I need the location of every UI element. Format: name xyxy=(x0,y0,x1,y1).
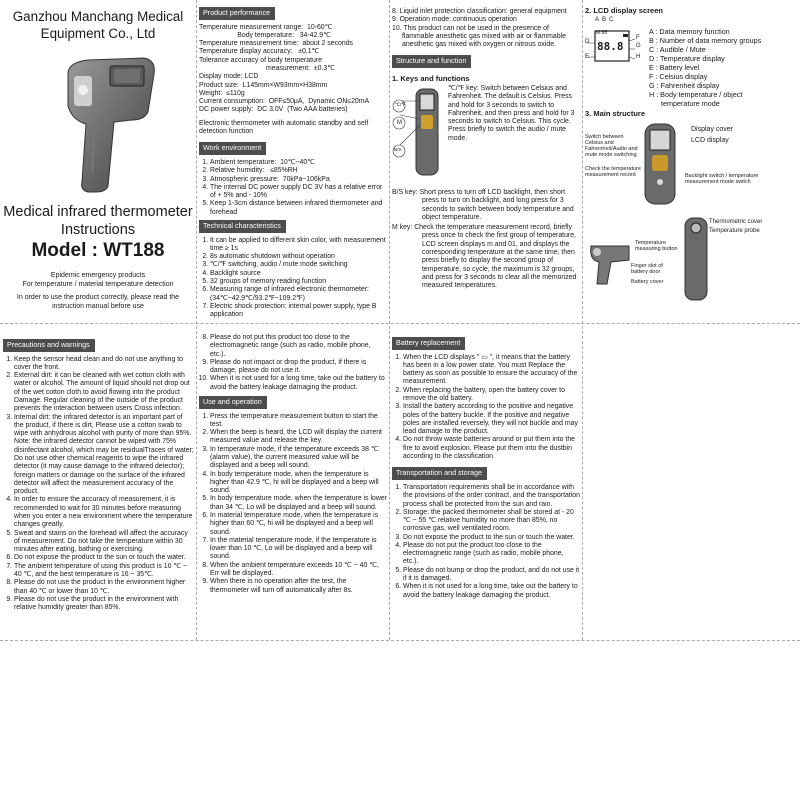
lcd-title: 2. LCD display screen xyxy=(585,6,663,15)
performance-line: Display mode: LCD xyxy=(199,73,259,81)
legend-item: G : Fahrenheit display xyxy=(649,81,720,90)
section-header: Battery replacement xyxy=(392,337,465,350)
list-item: 2. When replacing the battery, open the battery cover to remove the old battery. xyxy=(403,387,580,404)
legend-item: D : Temperature display xyxy=(649,54,725,63)
list-item: 1. Transportation requirements shall be in accordance with the provisions of the order contract, and the transportation process shall be protected from the sun and rain. xyxy=(403,484,580,509)
list-item: 4. In order to ensure the accuracy of measurement, it is recommended to wait for 30 minutes before measuring when you enter a new environment where the temperature changes greatly. xyxy=(14,496,194,529)
list-item: 5. Sweat and stains on the forehead will affect the accuracy of measurement. Do not take the temperature within 30 minutes after eating, bathing or exercising. xyxy=(14,530,194,555)
label-backlight-switch: Backlight switch / temperature measurement mode switch xyxy=(685,173,759,186)
bs-button-label: B/S xyxy=(394,148,402,154)
keys-title: 1. Keys and functions xyxy=(392,74,470,84)
performance-line: Tolerance accuracy of body temperature xyxy=(199,56,322,64)
list-item: 7. The ambient temperature of using this product is 10 ℃ ~ 40 ℃, and the best temperature is 16 ~ 35℃. xyxy=(14,563,194,580)
list-item: 1. It can be applied to different skin color, with measurement time ≥ 1s xyxy=(210,237,387,254)
performance-line: Temperature measurement range: 10-60℃ xyxy=(199,23,333,31)
list-item: 4. Backlight source xyxy=(210,270,387,278)
list-item: 6. In material temperature mode, when the temperature is higher than 60 ℃, hi will be displayed and a beep will sound. xyxy=(210,512,387,537)
label-cf-switch: Switch between Celsius and Fahrenheit/Audio and mute mode switching xyxy=(585,134,638,159)
performance-line: measurement: ±0.3℃ xyxy=(199,65,335,73)
battery-list xyxy=(392,354,580,462)
legend-item: C : Audible / Mute xyxy=(649,45,706,54)
col3-top-list xyxy=(392,8,580,49)
use-list xyxy=(199,413,387,595)
lcd-letter-g: G xyxy=(636,43,641,49)
label-finger-slot: Finger slot of battery door xyxy=(631,263,663,276)
cover-note: In order to use the product correctly, please read the instruction manual before use xyxy=(16,294,180,311)
performance-line: Weight: ≤110g xyxy=(199,89,245,97)
device-side-illustration xyxy=(585,240,633,288)
subtitle-line: Epidemic emergency products xyxy=(50,272,146,279)
performance-lines xyxy=(199,24,387,115)
lcd-letter-h: H xyxy=(636,54,641,60)
list-item: 1. When the LCD displays " ▭ ", it means that the battery has been in a low power state. You must Replace the battery as soon as possible to ensure the accuracy of the measurement. xyxy=(403,354,580,387)
list-item: 4. In body temperature mode, when the temperature is higher than 42.9 ℃, hi will be displayed and a beep will sound. xyxy=(210,471,387,496)
list-item: 7. Electric shock protection: internal power supply, type B application xyxy=(210,303,387,320)
section-header: Transportation and storage xyxy=(392,467,487,480)
performance-line: Temperature measurement time: about 2 seconds xyxy=(199,40,353,48)
divider xyxy=(0,323,800,324)
section-header: Work environment xyxy=(199,142,266,155)
list-item: 5. In body temperature mode, when the temperature is lower than 34 ℃, Lo will be displayed and a beep will sound. xyxy=(210,495,387,512)
thermometer-illustration xyxy=(48,54,158,194)
company-name: Ganzhou Manchang Medical Equipment Co., Ltd xyxy=(12,9,184,41)
subtitle-line: For temperature / material temperature detection xyxy=(22,281,174,289)
list-item: 9. Please do not impact or drop the product, if there is damage, please do not use it. xyxy=(210,359,387,376)
performance-panel xyxy=(199,4,387,322)
performance-line: Temperature display accuracy: ±0.1℃ xyxy=(199,48,320,56)
lcd-digits: 88.8 xyxy=(597,40,624,53)
list-item: 3. Do not expose the product to the sun or touch the water. xyxy=(403,534,580,542)
list-item: 9. When there is no operation after the test, the thermometer will turn off automatically after 8s. xyxy=(210,578,387,595)
section-header: Precautions and warnings xyxy=(3,339,95,352)
list-item: 8. Liquid inlet protection classification: general equipment xyxy=(392,8,567,15)
legend-item: E : Battery level xyxy=(649,63,700,72)
list-item: 8. When the ambient temperature exceeds 10 ℃ ~ 40 ℃, Err will be displayed. xyxy=(210,562,387,579)
divider xyxy=(0,640,800,641)
lcd-letter-f: F xyxy=(636,35,640,41)
list-item: 2. Relative humidity: ≤85%RH xyxy=(210,167,387,175)
label-thermometric-cover: Thermometric cover xyxy=(709,219,763,225)
device-front-illustration xyxy=(635,122,685,206)
list-item: 8. Please do not put this product too close to the electromagnetic range (such as radio, mobile phone, etc.). xyxy=(210,334,387,359)
list-item: 5. 32 groups of memory reading function xyxy=(210,278,387,286)
list-item: 2. Storage: the packed thermometer shall be stored at - 20 ℃ ~ 55 ℃ relative humidity no more than 85%, no corrosive gas, well ventilated room. xyxy=(403,509,580,534)
cover-subtitle xyxy=(4,271,192,289)
cover-title xyxy=(0,203,196,239)
performance-line: Body temperature: 34-42.9℃ xyxy=(199,31,331,39)
list-item: 10. When it is not used for a long time, take out the battery to avoid the battery leakage damaging the product. xyxy=(210,375,387,392)
label-measuring-button: Temperature measuring button xyxy=(635,240,678,253)
bs-key-desc: B/S key: Short press to turn off LCD backlight, then short press to turn on backlight, and long press for 3 seconds to switch between body temperature and object temperature. xyxy=(392,189,574,221)
device-top-illustration xyxy=(392,85,444,179)
precautions-panel xyxy=(3,336,194,638)
list-item: 3. In temperature mode, if the temperature exceeds 38 ℃ (alarm value), the current measured value will be displayed and a beep will sound. xyxy=(210,446,387,471)
cover-title-line2: Instructions xyxy=(60,222,136,239)
performance-line: DC power supply: DC 3.0V (Two AAA batteries) xyxy=(199,106,348,114)
cf-button-label: ℃/℉ xyxy=(395,102,406,108)
divider xyxy=(196,0,197,640)
label-temperature-probe: Temperature probe xyxy=(709,228,760,234)
technical-list xyxy=(199,237,387,320)
environment-list xyxy=(199,159,387,217)
lcd-letter-e: E xyxy=(585,54,590,60)
label-check-record: Check the temperature measurement record xyxy=(585,166,641,179)
transport-list xyxy=(392,484,580,600)
list-item: 1. Ambient temperature: 10℃~40℃ xyxy=(210,159,387,167)
list-item: 6. Do not expose the product to the sun or touch the water. xyxy=(14,554,194,562)
precautions-list xyxy=(3,356,194,613)
list-item: 4. Do not throw waste batteries around or put them into the fire to avoid explosion. Please put them into the dustbin according to the classification. xyxy=(403,436,580,461)
performance-line: Current consumption: OFF≤50μA, Dynamic ON≤20mA xyxy=(199,98,370,106)
lcd-letter-c: C xyxy=(609,17,614,23)
list-item: 4. The internal DC power supply DC 3V has a relative error of + 5% and - 10% xyxy=(210,184,387,201)
section-header: Product performance xyxy=(199,7,275,20)
list-item: 3. Install the battery according to the positive and negative poles of the battery buckle. If the positive and negative poles are installed reversely, they will not buckle and may lead damage to the product. xyxy=(403,403,580,436)
legend-item: H : Body temperature / object xyxy=(649,90,743,99)
cf-key-desc: ℃/℉ key: Switch between Celsius and Fahrenheit. The default is Celsius. Press and hold for 3 seconds to switch to Fahrenheit, and then press and hold for 3 seconds to switch to Celsius. This cycle. Press briefly to switch the audio / mute mode. xyxy=(448,85,575,142)
performance-extra: Electronic thermometer with automatic standby and self detection function xyxy=(199,119,369,136)
use-panel xyxy=(199,334,387,638)
section-header: Use and operation xyxy=(199,396,267,409)
cover-panel xyxy=(0,0,196,323)
list-item: 3. Internal dirt: the infrared detector is an important part of the product, if there is dirt, Please use a cotton swab to wipe with anhydrous alcohol with purity of more than 95%. Note: the infrared detector cannot be wiped with 75% disinfectant alcohol, which may be residualTraces of water; Do not use other chemical reagents to wipe the infrared detector (it may cause damage to the infrared detector); foreign matters or damage on the surface of the infrared detector will affect the measurement accuracy of the product. xyxy=(14,414,194,497)
label-battery-cover: Battery cover xyxy=(631,279,664,285)
list-item: 4. Please do not put the product too close to the electromagnetic range (such as radio, mobile phone, etc.). xyxy=(403,542,580,567)
list-item: 5. Please do not bump or drop the product, and do not use it if it is damaged. xyxy=(403,567,580,584)
lcd-letter-b: B xyxy=(602,17,607,23)
lcd-panel xyxy=(585,4,798,322)
list-item: 3. ℃/℉ switching, audio / mute mode switching xyxy=(210,261,387,269)
list-item: 10. This product can not be used in the presence of flammable anesthetic gas mixed with air or flammable anesthetic gas mixed with oxygen or nitrous oxide. xyxy=(392,24,568,49)
label-lcd-display: LCD display xyxy=(691,137,729,144)
list-item: 6. When it is not used for a long time, take out the battery to avoid the battery leakage damaging the product. xyxy=(403,583,580,600)
section-header: Technical characteristics xyxy=(199,220,286,233)
list-item: 2. External dirt: it can be cleaned with wet cotton cloth with water or alcohol. The amount of liquid should not drop out of the wet cotton cloth to avoid flowing into the product Damage. Regular cleaning of the outside of the product prevents the interaction between users Cross infection. xyxy=(14,372,194,413)
list-item: 2. 8s automatic shutdown without operation xyxy=(210,253,387,261)
performance-line: Product size: L145mm×W93mm×H38mm xyxy=(199,81,328,89)
keys-block xyxy=(392,85,580,181)
list-item: 2. When the beep is heard, the LCD will display the current measured value and release the key. xyxy=(210,429,387,446)
section-header: Structure and function xyxy=(392,55,471,68)
legend-item: B : Number of data memory groups xyxy=(649,36,762,45)
lcd-letter-d: D xyxy=(585,39,590,45)
main-structure-title: 3. Main structure xyxy=(585,109,646,118)
legend-item: A : Data memory function xyxy=(649,27,730,36)
list-item: 9. Operation mode: continuous operation xyxy=(392,16,517,24)
model-number: Model : WT188 xyxy=(31,240,165,261)
label-display-cover: Display cover xyxy=(691,126,734,133)
list-item: 9. Please do not use the product in the environment with relative humidity greater than 85%. xyxy=(14,596,194,613)
lcd-letter-a: A xyxy=(595,17,600,23)
divider xyxy=(389,0,390,640)
divider xyxy=(582,0,583,640)
list-item: 8. Please do not use the product in the environment higher than 40 ℃ or lower than 10 ℃. xyxy=(14,579,194,596)
battery-panel xyxy=(392,334,580,638)
list-item: 1. Press the temperature measurement button to start the test. xyxy=(210,413,387,430)
list-item: 6. Measuring range of infrared electronic thermometer: (34℃~42.9℃/93.2℉~109.2℉) xyxy=(210,286,387,303)
list-item: 7. In the material temperature mode, if the temperature is lower than 10 ℃, Lo will be displayed and a beep will sound. xyxy=(210,537,387,562)
lcd-block xyxy=(585,17,798,108)
main-structure-block xyxy=(585,120,798,320)
m-key-desc: M key: Check the temperature measurement record, briefly press once to check the first group of temperature, LCD screen displays m and 01, and displays the corresponding temperature at the same time, then press briefly to display the second group of temperature, so cycle, the maximum is 32 groups, and press for 3 seconds to clear all the memorized measured temperatures. xyxy=(392,224,577,290)
legend-item: temperature mode xyxy=(649,99,720,108)
list-item: 1. Keep the sensor head clean and do not use anything to cover the front. xyxy=(14,356,194,373)
structure-panel xyxy=(392,8,580,320)
cover-title-line1: Medical infrared thermometer xyxy=(3,204,193,220)
list-item: 5. Keep 1-3cm distance between infrared thermometer and forehead xyxy=(210,200,387,217)
device-back-illustration xyxy=(679,216,713,302)
legend-item: F : Celsius display xyxy=(649,72,708,81)
lcd-mem-readout: M:88 xyxy=(596,30,608,36)
col2-bottom-list xyxy=(199,334,387,392)
lcd-legend xyxy=(649,27,797,108)
m-button-label: M xyxy=(397,120,402,127)
list-item: 3. Atmospheric pressure: 70kPa~106kPa xyxy=(210,176,387,184)
